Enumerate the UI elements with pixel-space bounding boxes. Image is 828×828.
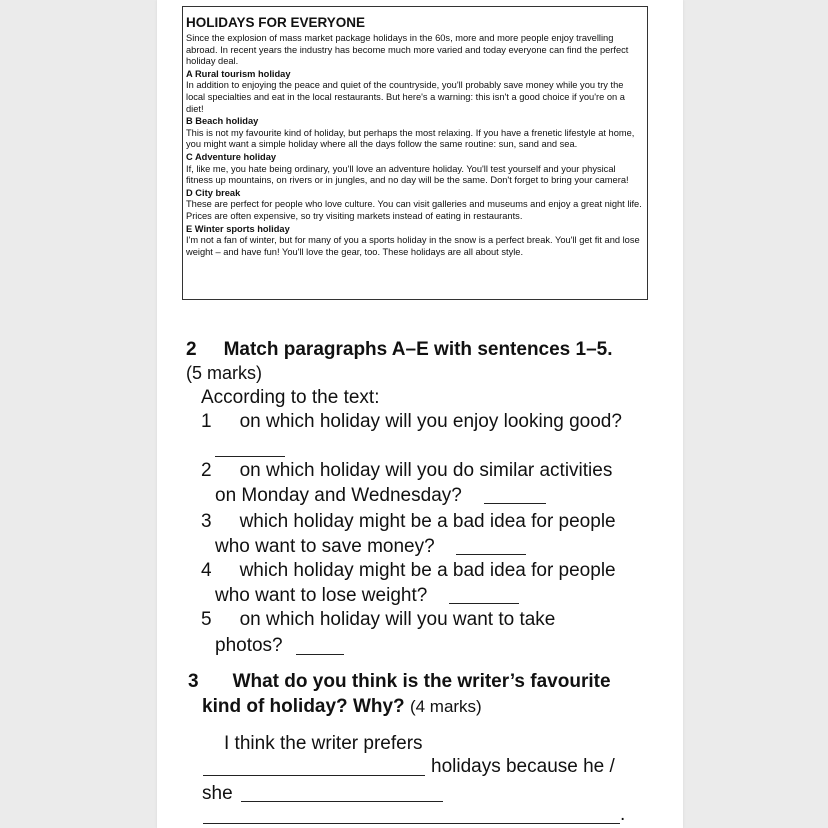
question-2-number: 2: [201, 460, 212, 481]
task3-answer-end: .: [620, 804, 626, 825]
question-5: [201, 609, 555, 631]
reading-intro: Since the explosion of mass market package holidays in the 60s, more and more people enjoy travelling abroad. In recent years the industry has become much more varied and today everyone can find the perfect holiday deal.: [186, 33, 629, 67]
question-2: [201, 460, 612, 482]
reading-text-box: [182, 6, 648, 300]
answer-3-blank[interactable]: [456, 554, 526, 555]
question-3: [201, 511, 616, 533]
task2-lead: According to the text:: [201, 387, 380, 408]
question-3-text: which holiday might be a bad idea for people: [239, 511, 616, 532]
question-1: [201, 411, 622, 433]
task3-blank-2[interactable]: [241, 801, 443, 802]
task3-question-line1: What do you think is the writer’s favourite: [232, 671, 611, 692]
task3-answer-mid: holidays because he /: [431, 756, 615, 777]
section-d-text: These are perfect for people who love culture. You can visit galleries and museums and enjoy a great night life. Prices are often expensive, so try visiting markets instead of eating in restaurants.: [186, 199, 642, 221]
question-4-text: which holiday might be a bad idea for people: [239, 560, 616, 581]
question-3-cont: who want to save money?: [215, 536, 435, 557]
task3-blank-1[interactable]: [203, 775, 425, 776]
task2-heading: [186, 339, 613, 361]
section-e-heading: E Winter sports holiday: [186, 223, 290, 234]
section-d-heading: D City break: [186, 187, 241, 198]
task3-line2: [202, 696, 482, 718]
task3-number: 3: [188, 671, 199, 692]
question-2-text: on which holiday will you do similar activities: [239, 460, 613, 481]
section-c-text: If, like me, you hate being ordinary, you'll love an adventure holiday. You'll test yourself and your physical fitness up mountains, on rivers or in jungles, and no day will be the same. Don't forget to bring your camera!: [186, 163, 629, 186]
question-5-text: on which holiday will you want to take: [239, 609, 556, 630]
answer-4-blank[interactable]: [449, 603, 519, 604]
question-4-cont: who want to lose weight?: [215, 585, 428, 606]
section-e-text: I'm not a fan of winter, but for many of you a sports holiday in the snow is a perfect break. You'll get fit and lose weight – and have fun! You'll love the gear, too. These holidays are all about style.: [186, 235, 640, 257]
task2-number: 2: [186, 339, 197, 360]
task3-answer-start: I think the writer prefers: [224, 733, 423, 754]
question-1-text: on which holiday will you enjoy looking good?: [239, 411, 622, 432]
section-b-heading: B Beach holiday: [186, 116, 259, 127]
task3-question-line2: kind of holiday? Why?: [202, 696, 405, 717]
task3-blank-3[interactable]: [203, 823, 620, 824]
task3-heading: [188, 671, 611, 693]
task3-answer-she: she: [202, 783, 233, 804]
section-a-heading: A Rural tourism holiday: [186, 68, 291, 79]
question-5-cont: photos?: [215, 635, 283, 656]
answer-5-blank[interactable]: [296, 654, 344, 655]
question-1-number: 1: [201, 411, 212, 432]
section-c-heading: C Adventure holiday: [186, 151, 277, 162]
reading-title: HOLIDAYS FOR EVERYONE: [186, 15, 366, 30]
answer-1-blank[interactable]: [215, 456, 285, 457]
section-a-text: In addition to enjoying the peace and quiet of the countryside, you'll probably save money while you try the local specialties and eat in the local restaurants. But here's a warning: this isn't a good choice if you're on a diet!: [186, 80, 625, 114]
answer-2-blank[interactable]: [484, 503, 546, 504]
question-2-cont: on Monday and Wednesday?: [215, 485, 462, 506]
question-4-number: 4: [201, 560, 212, 581]
question-3-number: 3: [201, 511, 212, 532]
question-4: [201, 560, 616, 582]
question-5-number: 5: [201, 609, 212, 630]
task3-marks: (4 marks): [409, 697, 482, 716]
section-b-text: This is not my favourite kind of holiday, but perhaps the most relaxing. If you have a frenetic lifestyle at home, you might want a simple holiday where all the days follow the same routine: sun, sand and sea.: [186, 127, 635, 150]
task2-instruction: Match paragraphs A–E with sentences 1–5.: [223, 339, 613, 360]
task2-marks: (5 marks): [186, 363, 262, 383]
